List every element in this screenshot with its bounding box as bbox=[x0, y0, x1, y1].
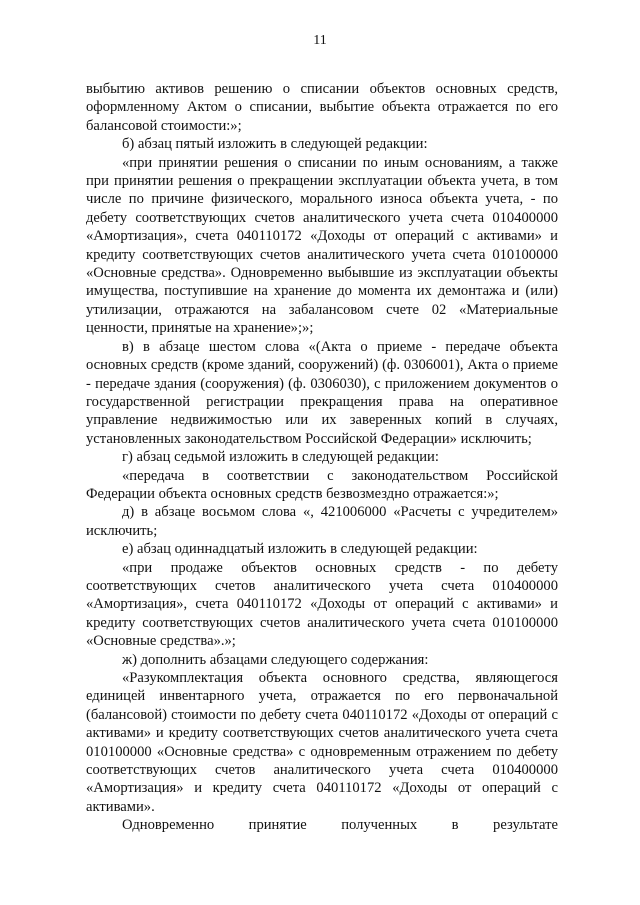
paragraph-continuation: выбытию активов решению о списании объектов основных средств, оформленному Актом о списании, выбытие объекта отражается по его балансовой стоимости:»; bbox=[86, 81, 558, 134]
paragraph-item-g: г) абзац седьмой изложить в следующей редакции: bbox=[122, 449, 439, 466]
paragraph-quote-sale: «при продаже объектов основных средств - по дебету соответствующих счетов аналитического учета счета 010400000 «Амортизация», счета 040110172 «Доходы от операций с активами» и кредиту соответствующих счетов аналитического учета счета 010100000 «Основные средства».»; bbox=[86, 559, 558, 650]
paragraph-item-v: в) в абзаце шестом слова «(Акта о приеме - передаче объекта основных средств (кроме зданий, сооружений) (ф. 0306001), Акта о приеме - передаче здания (сооружения) (ф. 0306030), с приложением документов о государственной регистрации прекращения права на оперативное управление недвижимостью или их заверенных копий в случаях, установленных законодательством Российской Федерации» исключить; bbox=[86, 338, 558, 447]
paragraph-item-zh: ж) дополнить абзацами следующего содержания: bbox=[122, 651, 429, 668]
paragraph-quote-write-off: «при принятии решения о списании по иным основаниям, а также при принятии решения о прекращении эксплуатации объекта учета, в том числе по причине физического, морального износа объекта учета, - по дебету соответствующих счетов аналитического учета счета 010400000 «Амортизация», счета 040110172 «Доходы от операций с активами» и кредиту соответствующих счетов аналитического учета счета 010100000 «Основные средства». Одновременно выбывшие из эксплуатации объекты имущества, поступившие на хранение до момента их демонтажа и (или) утилизации, отражаются на забалансовом счете 02 «Материальные ценности, принятые на хранение»;»; bbox=[86, 154, 558, 337]
paragraph-final-partial: Одновременно принятие полученных в результате bbox=[122, 817, 558, 834]
paragraph-item-e: е) абзац одиннадцатый изложить в следующей редакции: bbox=[122, 541, 478, 558]
paragraph-quote-transfer: «передача в соответствии с законодательством Российской Федерации объекта основных средств безвозмездно отражается:»; bbox=[86, 467, 558, 502]
page-number: 11 bbox=[313, 33, 327, 48]
paragraph-item-b: б) абзац пятый изложить в следующей редакции: bbox=[122, 136, 428, 153]
paragraph-item-d: д) в абзаце восьмом слова «, 421006000 «Расчеты с учредителем» исключить; bbox=[86, 504, 558, 539]
paragraph-quote-disassembly: «Разукомплектация объекта основного средства, являющегося единицей инвентарного учета, отражается по его первоначальной (балансовой) стоимости по дебету счета 040110172 «Доходы от операций с активами» и кредиту соответствующих счетов аналитического учета счета 010100000 «Основные средства» с одновременным отражением по дебету соответствующих счетов аналитического учета счета 010400000 «Амортизация» и кредиту счета 040110172 «Доходы от операций с активами». bbox=[86, 670, 558, 815]
document-body bbox=[86, 80, 558, 835]
